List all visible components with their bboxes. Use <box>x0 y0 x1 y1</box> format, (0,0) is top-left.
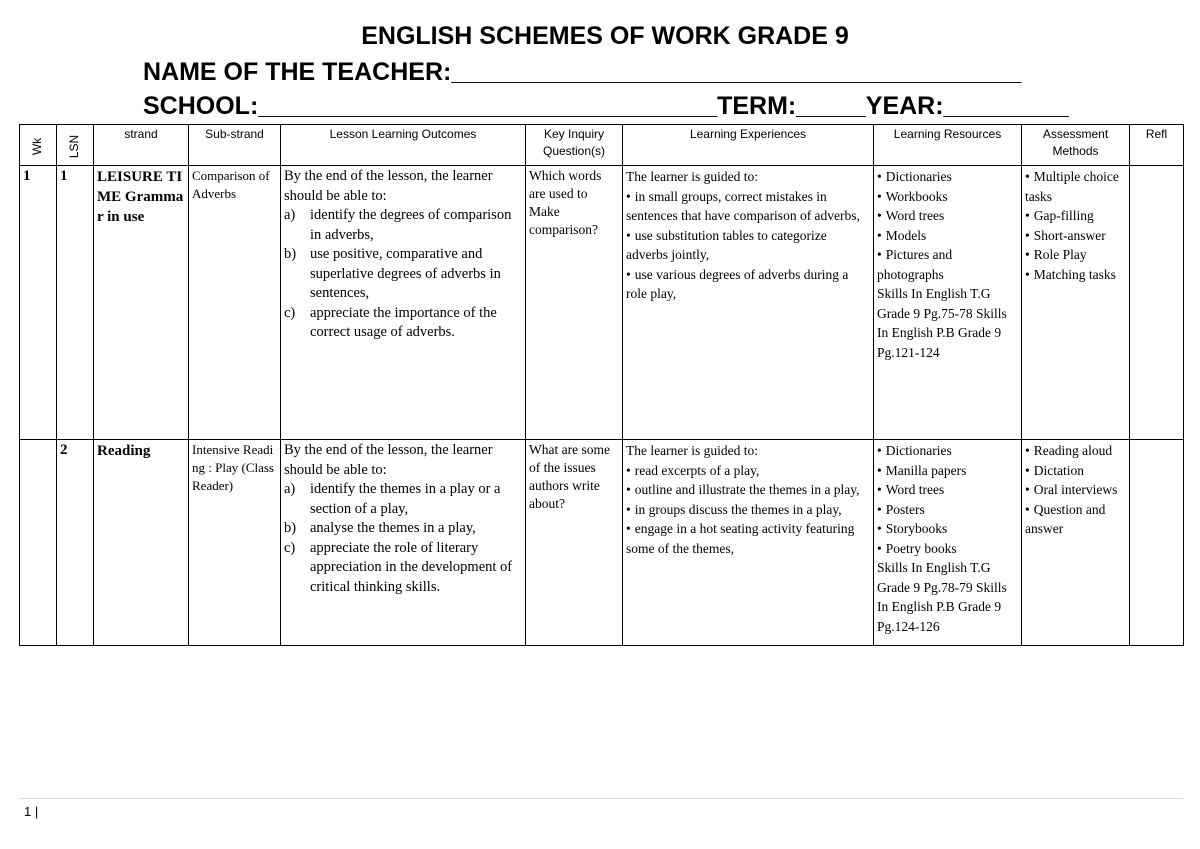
experiences-cell <box>623 440 874 646</box>
list-item: • Oral interviews <box>1025 480 1126 500</box>
assessment-cell <box>1022 166 1130 440</box>
schemes-of-work-table <box>19 124 1184 646</box>
header-experiences: Learning Experiences <box>623 125 874 166</box>
lesson-cell: 2 <box>57 440 94 646</box>
list-item: • Short-answer <box>1025 226 1126 246</box>
list-item: • Dictionaries <box>877 167 1018 187</box>
list-item: • engage in a hot seating activity featuring some of the themes, <box>626 519 870 558</box>
list-item: • Dictionaries <box>877 441 1018 461</box>
list-item: • in groups discuss the themes in a play, <box>626 500 870 520</box>
school-term-year-line: SCHOOL:_________________________________TERM:_____YEAR:_________ <box>143 92 1069 120</box>
assessment-cell <box>1022 440 1130 646</box>
resources-cell <box>874 440 1022 646</box>
table-row <box>20 166 1184 440</box>
substrand-cell: Intensive Reading : Play (Class Reader) <box>189 440 281 646</box>
week-cell <box>20 440 57 646</box>
document-title: ENGLISH SCHEMES OF WORK GRADE 9 <box>361 22 849 50</box>
list-item: • use various degrees of adverbs during a role play, <box>626 265 870 304</box>
outcomes-intro: By the end of the lesson, the learner should be able to: <box>284 168 493 204</box>
header-resources: Learning Resources <box>874 125 1022 166</box>
lesson-cell: 1 <box>57 166 94 440</box>
list-item: • Matching tasks <box>1025 265 1126 285</box>
list-item: • Question and answer <box>1025 500 1126 539</box>
strand-cell: Reading <box>94 440 189 646</box>
experiences-intro: The learner is guided to: <box>626 443 758 458</box>
list-item: c) appreciate the importance of the correct usage of adverbs. <box>284 304 497 340</box>
table-row <box>20 440 1184 646</box>
header-assessment: Assessment Methods <box>1022 125 1130 166</box>
list-item: • use substitution tables to categorize adverbs jointly, <box>626 226 870 265</box>
list-item: • Models <box>877 226 1018 246</box>
list-item: • Word trees <box>877 480 1018 500</box>
list-item: • Multiple choice tasks <box>1025 167 1126 206</box>
inquiry-cell: What are some of the issues authors write about? <box>526 440 623 646</box>
list-item: a) identify the degrees of comparison in adverbs, <box>284 207 512 243</box>
list-item: • Poetry books <box>877 539 1018 559</box>
list-item: • Storybooks <box>877 519 1018 539</box>
footer-divider <box>19 798 1183 799</box>
list-item: • Pictures and photographs <box>877 245 1018 284</box>
resources-cell <box>874 166 1022 440</box>
header-lesson: LSN <box>57 125 94 166</box>
reflection-cell <box>1130 166 1184 440</box>
outcomes-intro: By the end of the lesson, the learner should be able to: <box>284 442 493 478</box>
header-reflection: Refl <box>1130 125 1184 166</box>
outcomes-list <box>284 206 522 343</box>
list-item: • read excerpts of a play, <box>626 461 870 481</box>
list-item: • Workbooks <box>877 187 1018 207</box>
strand-cell: LEISURE TIME Grammar in use <box>94 166 189 440</box>
list-item: • Dictation <box>1025 461 1126 481</box>
list-item: b) analyse the themes in a play, <box>284 520 476 536</box>
week-cell: 1 <box>20 166 57 440</box>
teacher-name-line: NAME OF THE TEACHER:_________________________________________ <box>143 58 1022 86</box>
header-week: Wk <box>20 125 57 166</box>
outcomes-cell <box>281 440 526 646</box>
header-inquiry: Key Inquiry Question(s) <box>526 125 623 166</box>
list-item: • Reading aloud <box>1025 441 1126 461</box>
outcomes-cell <box>281 166 526 440</box>
resource-references: Skills In English T.G Grade 9 Pg.75-78 Skills In English P.B Grade 9 Pg.121-124 <box>877 286 1007 360</box>
list-item: • Manilla papers <box>877 461 1018 481</box>
resource-references: Skills In English T.G Grade 9 Pg.78-79 Skills In English P.B Grade 9 Pg.124-126 <box>877 560 1007 634</box>
list-item: • Role Play <box>1025 245 1126 265</box>
outcomes-list <box>284 480 522 597</box>
list-item: c) appreciate the role of literary appreciation in the development of critical thinking skills. <box>284 539 513 595</box>
inquiry-cell: Which words are used to Make comparison? <box>526 166 623 440</box>
list-item: • Posters <box>877 500 1018 520</box>
list-item: • Gap-filling <box>1025 206 1126 226</box>
page-number: 1 | <box>24 804 39 819</box>
header-outcomes: Lesson Learning Outcomes <box>281 125 526 166</box>
header-strand: strand <box>94 125 189 166</box>
substrand-cell: Comparison of Adverbs <box>189 166 281 440</box>
list-item: b) use positive, comparative and superlative degrees of adverbs in sentences, <box>284 246 501 301</box>
experiences-intro: The learner is guided to: <box>626 169 758 184</box>
list-item: a) identify the themes in a play or a section of a play, <box>284 481 501 517</box>
list-item: • outline and illustrate the themes in a play, <box>626 480 870 500</box>
list-item: • Word trees <box>877 206 1018 226</box>
table-header-row <box>20 125 1184 166</box>
reflection-cell <box>1130 440 1184 646</box>
list-item: • in small groups, correct mistakes in sentences that have comparison of adverbs, <box>626 187 870 226</box>
experiences-cell <box>623 166 874 440</box>
header-substrand: Sub-strand <box>189 125 281 166</box>
